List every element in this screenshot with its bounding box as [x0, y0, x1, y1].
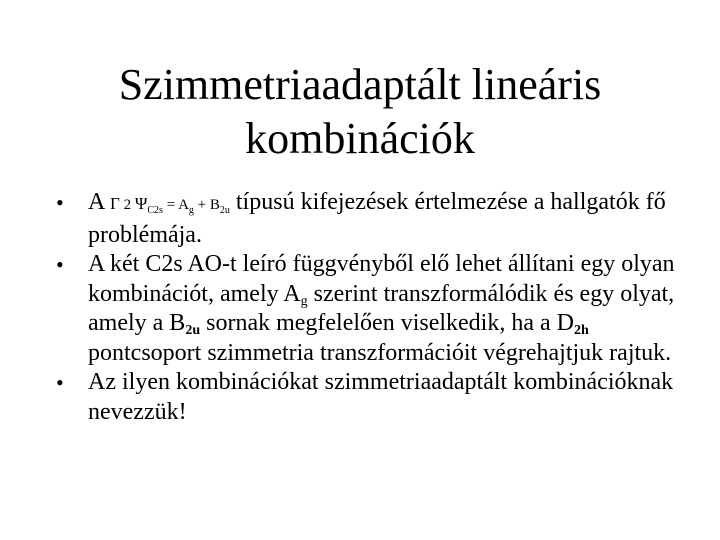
bullet1-suffix: típusú kifejezések értelmezése a hallgatók fő problémája. — [88, 189, 666, 248]
bullet-item-3 — [56, 368, 676, 427]
title-line-2: kombinációk — [245, 114, 475, 163]
bullet2-text-2: szerint transzformálódik és egy olyat, amely a B — [88, 280, 675, 336]
formula-expression — [110, 194, 230, 216]
bullet-item-2 — [56, 250, 676, 368]
ag-subscript-2: g — [300, 293, 308, 309]
slide-title — [60, 58, 660, 166]
bullet2-text-3: sornak megfelelően viselkedik, ha a D — [200, 310, 574, 336]
b2u-subscript-2: 2u — [185, 323, 201, 338]
bullet2-text-4: pontcsoport szimmetria transzformációit végrehajtjuk rajtuk. — [88, 339, 672, 366]
bullet-icon: • — [56, 190, 64, 215]
psi-subscript: C2s — [147, 205, 163, 216]
formula-plus: + B — [193, 197, 220, 213]
d2h-subscript: 2h — [573, 323, 589, 338]
psi-symbol: Ψ — [134, 194, 148, 213]
bullet-item-1 — [56, 188, 676, 250]
bullet2-text-1: A két C2s AO-t leíró függvényből elő lehet állítani egy olyan kombinációt, amely A — [88, 251, 675, 307]
b2u-subscript: 2u — [219, 205, 230, 216]
gamma-symbol: Γ — [110, 194, 120, 213]
ag-subscript: g — [188, 205, 194, 216]
bullet-icon: • — [56, 252, 64, 277]
bullet3-text: Az ilyen kombinációkat szimmetriaadaptált kombinációknak nevezzük! — [88, 369, 674, 425]
bullet-icon: • — [56, 370, 64, 395]
bullet1-prefix: A — [88, 189, 111, 215]
bullet-list — [56, 188, 676, 427]
title-line-1: Szimmetriaadaptált lineáris — [118, 60, 602, 109]
formula-equals: = A — [162, 197, 189, 213]
formula-two: 2 — [119, 197, 135, 213]
